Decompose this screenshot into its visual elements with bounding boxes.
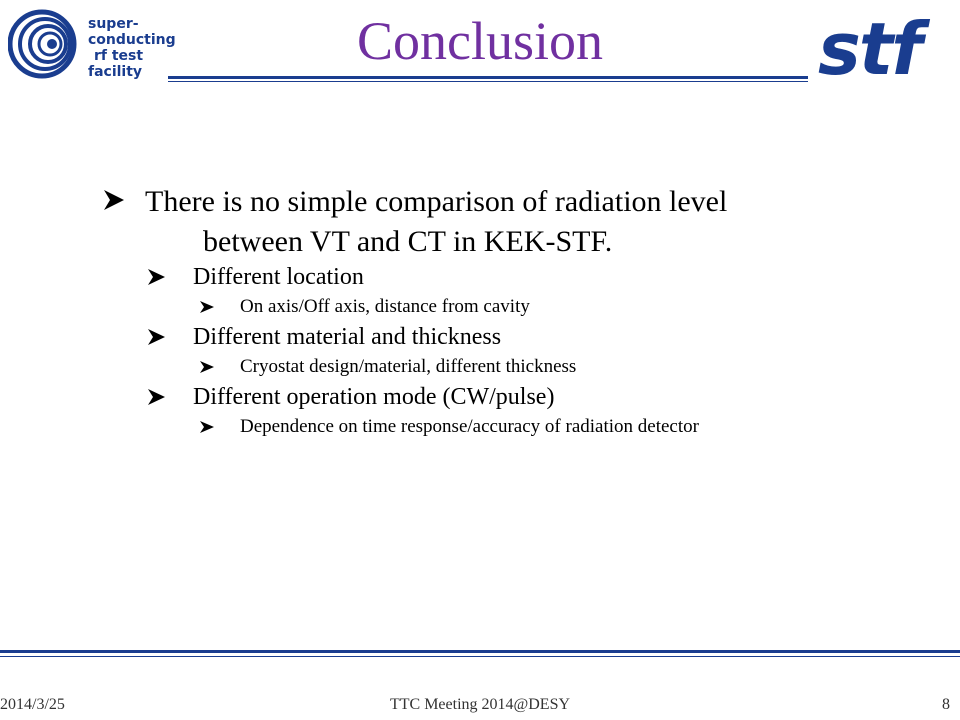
bullet-text: There is no simple comparison of radiation level xyxy=(145,185,728,218)
bullet-level2 xyxy=(145,322,900,352)
title-underline xyxy=(168,76,808,79)
arrow-bullet-icon xyxy=(145,382,167,412)
logo-line-3: rf test xyxy=(94,48,144,64)
bullet-level3 xyxy=(198,412,900,442)
arrow-bullet-icon xyxy=(198,352,216,382)
arrow-bullet-icon xyxy=(198,412,216,442)
arrow-bullet-icon xyxy=(145,322,167,352)
bullet-level1 xyxy=(100,182,900,262)
footer-rule-thin xyxy=(0,656,960,657)
title-underline-thin xyxy=(168,81,808,82)
bullet-level2 xyxy=(145,382,900,412)
bullet-text: Cryostat design/material, different thickness xyxy=(240,356,577,377)
bullet-level2 xyxy=(145,262,900,292)
bullet-text: Dependence on time response/accuracy of radiation detector xyxy=(240,416,699,437)
bullet-list xyxy=(100,182,900,442)
stf-logo-text: stf xyxy=(818,18,921,84)
bullet-level3 xyxy=(198,352,900,382)
stf-logo xyxy=(814,18,954,84)
page-number: 8 xyxy=(942,696,950,713)
logo-line-2: conducting xyxy=(88,32,176,48)
bullet-text-continued: between VT and CT in KEK-STF. xyxy=(203,225,613,258)
logo-line-4: facility xyxy=(88,64,143,80)
footer-date: 2014/3/25 xyxy=(0,696,65,713)
footer-event: TTC Meeting 2014@DESY xyxy=(389,696,571,713)
bullet-text: Different operation mode (CW/pulse) xyxy=(193,384,555,410)
arrow-bullet-icon xyxy=(100,182,126,222)
logo-line-1: super- xyxy=(88,16,139,32)
bullet-text: Different material and thickness xyxy=(193,324,502,350)
bullet-text: Different location xyxy=(193,264,364,290)
footer-rule xyxy=(0,650,960,653)
arrow-bullet-icon xyxy=(198,292,216,322)
bullet-text: On axis/Off axis, distance from cavity xyxy=(240,296,530,317)
arrow-bullet-icon xyxy=(145,262,167,292)
bullet-level3 xyxy=(198,292,900,322)
slide-title: Conclusion xyxy=(356,11,603,71)
